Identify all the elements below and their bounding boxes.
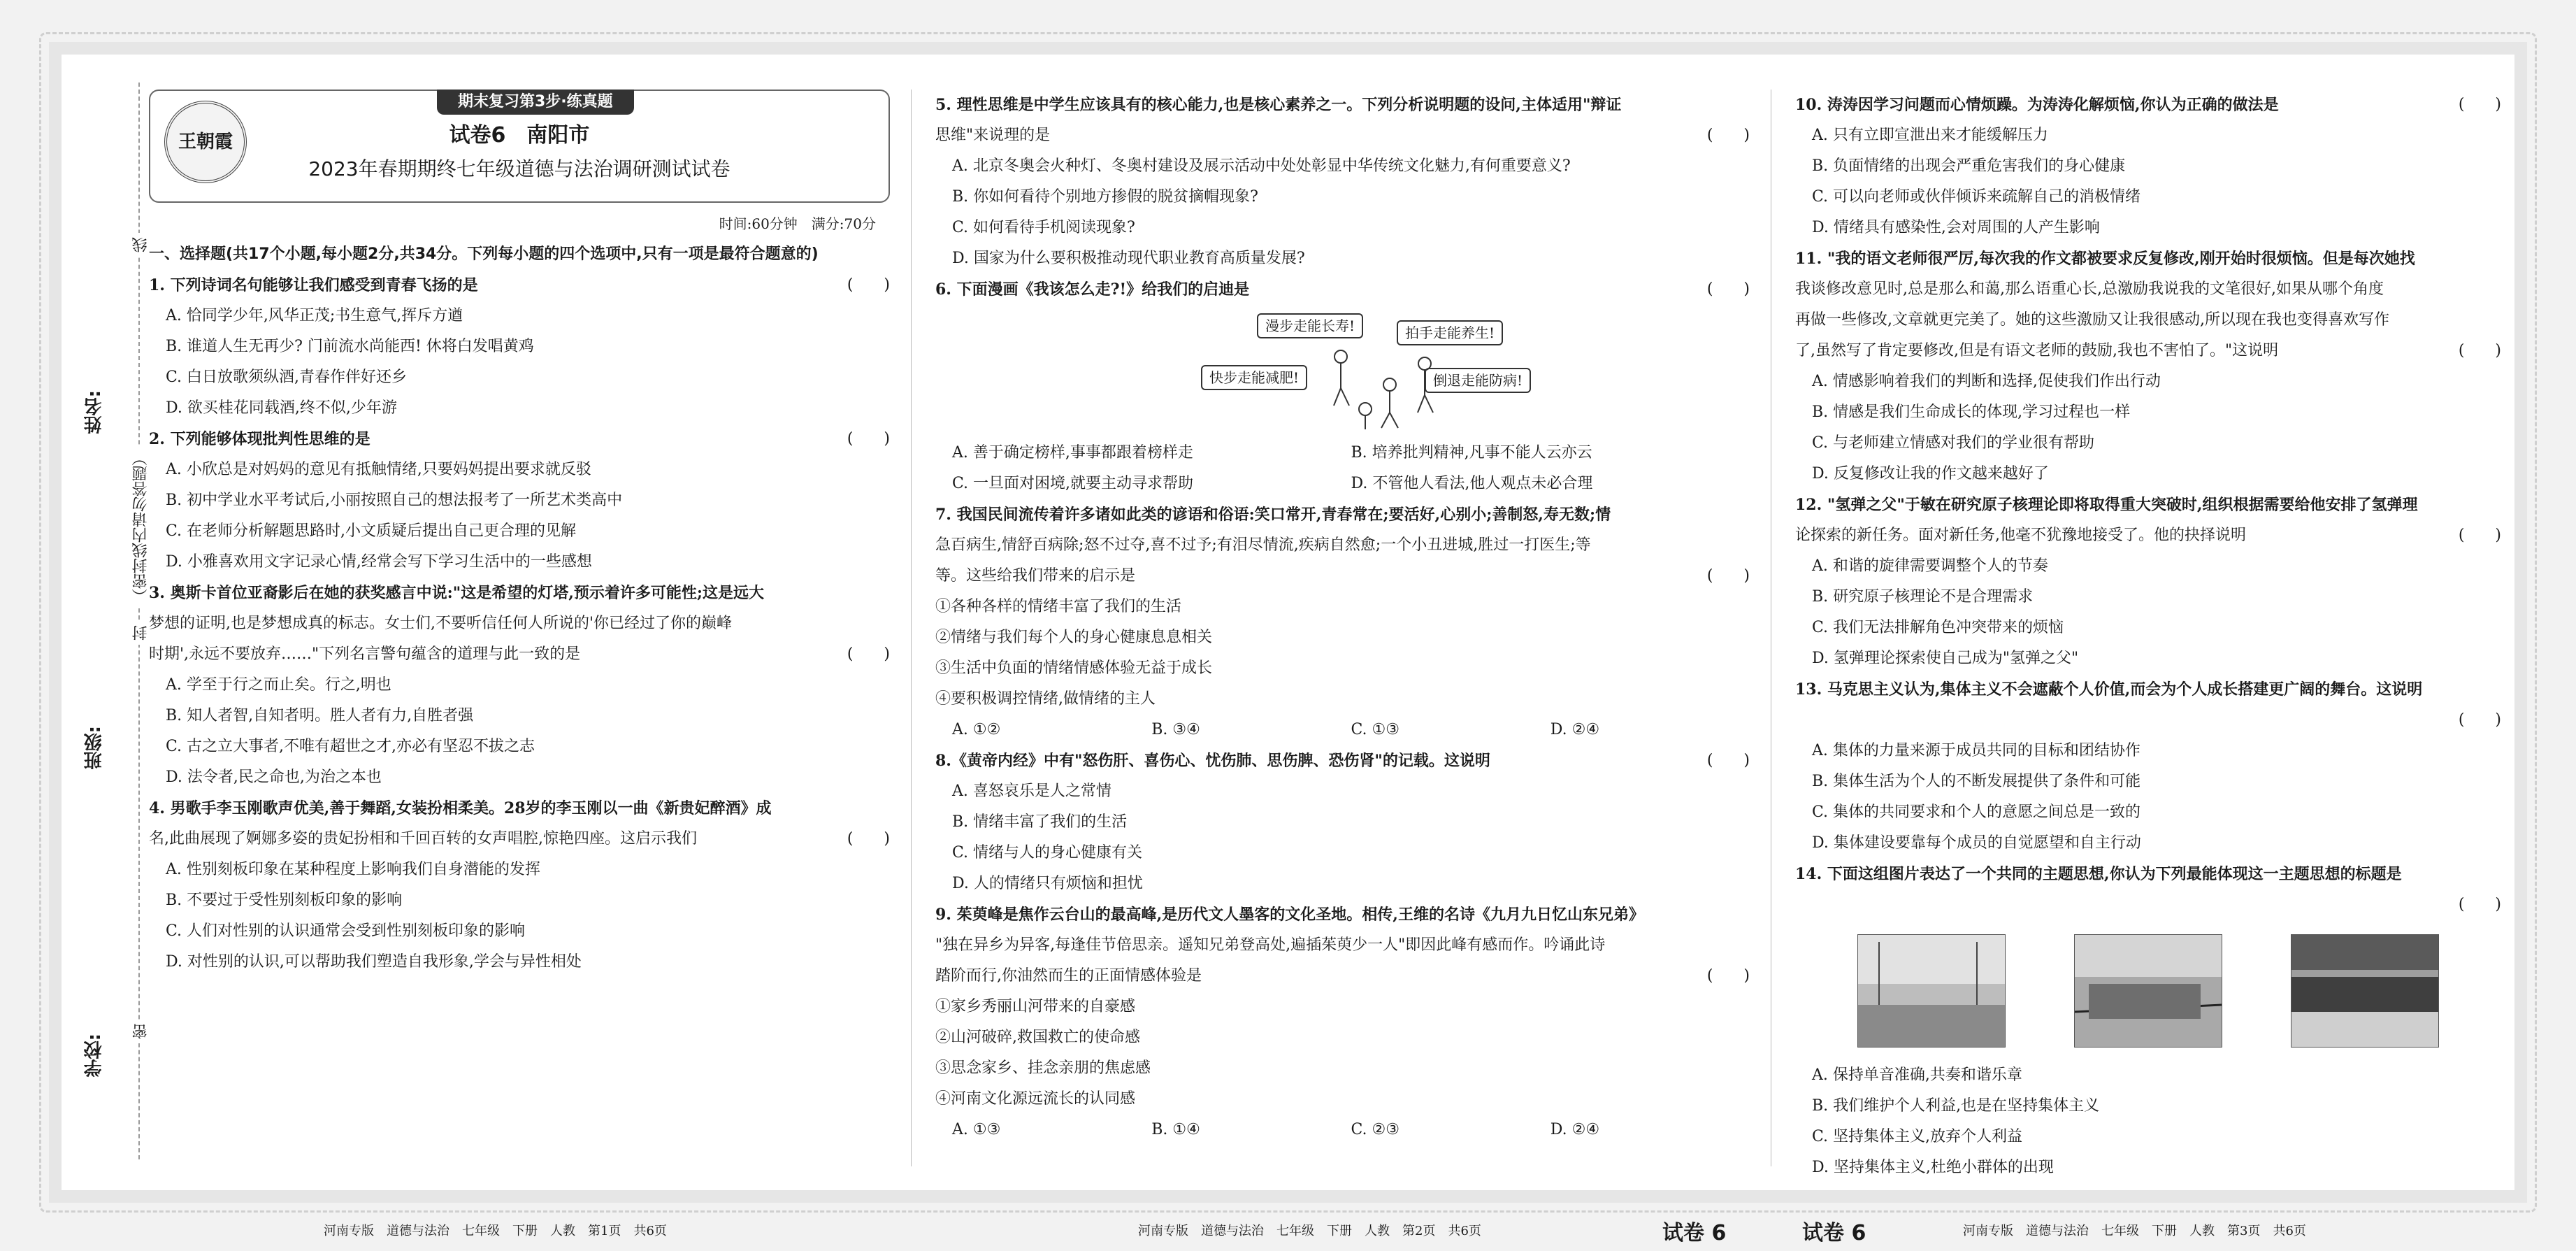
q2-stem: 2. 下列能够体现批判性思维的是 [149,430,370,448]
q9-line1: 9. 茱萸峰是焦作云台山的最高峰,是历代文人墨客的文化圣地。相传,王维的名诗《九月九日忆山东兄弟》 [935,906,1644,924]
bubble-backward-walk: 倒退走能防病! [1425,368,1531,393]
q4-option-d: D. 对性别的认识,可以帮助我们塑造自我形象,学会与异性相处 [166,953,582,971]
q5-line2: 思维"来说理的是 [935,127,1051,144]
cartoon-illustration [935,308,1750,434]
q14-option-a: A. 保持单音准确,共奏和谐乐章 [1812,1066,2022,1084]
q10-option-a: A. 只有立即宣泄出来才能缓解压力 [1812,127,2048,144]
answer-paren: ( ) [1706,752,1750,769]
q14-option-c: C. 坚持集体主义,放弃个人利益 [1812,1128,2023,1145]
answer-paren: ( ) [2458,711,2501,729]
q7-option-a: A. ①② [952,721,1001,738]
answer-paren: ( ) [1706,127,1750,144]
q14-line1: 14. 下面这组图片表达了一个共同的主题思想,你认为下列最能体现这一主题思想的标题是 [1795,865,2402,883]
question-11 [1795,243,2501,489]
q1-option-b: B. 谁道人生无再少? 门前流水尚能西! 休将白发唱黄鸡 [166,338,534,355]
answer-paren: ( ) [2458,96,2501,113]
name-label: 姓名: [84,390,105,434]
q2-option-c: C. 在老师分析解题思路时,小文质疑后提出自己更合理的见解 [166,522,577,540]
question-5 [935,90,1750,274]
q11-line3: 再做一些修改,文章就更完美了。她的这些激励又让我很感动,所以现在我也变得喜欢写作 [1795,311,2389,329]
q3-option-a: A. 学至于行之而止矣。行之,明也 [166,676,391,694]
q9-option-b: B. ①④ [1151,1121,1200,1138]
q14-option-b: B. 我们维护个人利益,也是在坚持集体主义 [1812,1097,2100,1115]
footer-page-3: 河南专版 道德与法治 七年级 下册 人教 第3页 共6页 [1963,1224,2306,1238]
answer-paren: ( ) [847,830,890,848]
photo-dragon-boat [2291,934,2439,1048]
q9-statement-4: ④河南文化源远流长的认同感 [935,1090,1136,1108]
q12-option-d: D. 氢弹理论探索使自己成为"氢弹之父" [1812,650,2079,667]
column-divider [911,90,912,1166]
bubble-clap-walk: 拍手走能养生! [1397,320,1503,345]
exam-sheet [49,42,2527,1245]
q3-option-b: B. 知人者智,自知者明。胜人者有力,自胜者强 [166,707,474,724]
q7-statement-2: ②情绪与我们每个人的身心健康息息相关 [935,629,1213,646]
question-9 [935,899,1750,1145]
q4-line1: 4. 男歌手李玉刚歌声优美,善于舞蹈,女装扮相柔美。28岁的李玉刚以一曲《新贵妃醉酒》成 [149,799,772,817]
q3-line2: 梦想的证明,也是梦想成真的标志。女士们,不要听信任何人所说的'你已经过了你的巅峰 [149,615,733,632]
q9-line3: 踏阶而行,你油然而生的正面情感体验是 [935,967,1202,985]
answer-paren: ( ) [1706,967,1750,985]
q2-option-b: B. 初中学业水平考试后,小丽按照自己的想法报考了一所艺术类高中 [166,492,623,509]
question-4 [149,793,890,978]
q11-line4: 了,虽然写了肯定要修改,但是有语文老师的鼓励,我也不害怕了。"这说明 [1795,342,2279,359]
q5-line1: 5. 理性思维是中学生应该具有的核心能力,也是核心素养之一。下列分析说明题的设问,主体适用"辩证 [935,96,1622,114]
q1-stem: 1. 下列诗词名句能够让我们感受到青春飞扬的是 [149,276,478,294]
q8-option-a: A. 喜怒哀乐是人之常情 [952,782,1111,800]
seal-note: （密封线内请勿答题） [130,446,152,608]
answer-paren: ( ) [1706,280,1750,298]
answer-paren: ( ) [2458,527,2501,544]
footer-page-2: 河南专版 道德与法治 七年级 下册 人教 第2页 共6页 [1138,1224,1481,1238]
exam-subtitle: 2023年春期期终七年级道德与法治调研测试试卷 [308,157,731,180]
photo-tug-of-war [2074,934,2222,1048]
q10-option-b: B. 负面情绪的出现会严重危害我们的身心健康 [1812,157,2126,175]
question-6 [935,274,1750,499]
q6-stem: 6. 下面漫画《我该怎么走?!》给我们的启迪是 [935,280,1250,299]
q2-option-d: D. 小雅喜欢用文字记录心情,经常会写下学习生活中的一些感想 [166,553,592,571]
answer-paren: ( ) [2458,342,2501,359]
q14-option-d: D. 坚持集体主义,杜绝小群体的出现 [1812,1159,2054,1176]
q7-statement-1: ①各种各样的情绪丰富了我们的生活 [935,598,1182,615]
q5-option-c: C. 如何看待手机阅读现象? [952,219,1135,236]
q6-option-c: C. 一旦面对困境,就要主动寻求帮助 [952,475,1194,492]
column-page-2 [935,90,1750,1145]
q11-option-a: A. 情感影响着我们的判断和选择,促使我们作出行动 [1812,373,2161,390]
question-14 [1795,859,2501,1183]
q6-option-a: A. 善于确定榜样,事事都跟着榜样走 [952,444,1193,462]
answer-paren: ( ) [847,645,890,663]
q4-option-a: A. 性别刻板印象在某种程度上影响我们自身潜能的发挥 [166,861,540,878]
q5-option-d: D. 国家为什么要积极推动现代职业教育高质量发展? [952,250,1305,267]
q8-option-b: B. 情绪丰富了我们的生活 [952,813,1128,831]
seal-word-line: 线 [130,233,152,257]
q11-option-d: D. 反复修改让我的作文越来越好了 [1812,465,2049,482]
column-page-3 [1795,90,2501,1183]
answer-paren: ( ) [1706,567,1750,585]
question-3 [149,578,890,793]
footer-page-1: 河南专版 道德与法治 七年级 下册 人教 第1页 共6页 [324,1224,667,1238]
answer-paren: ( ) [2458,896,2501,913]
q4-option-b: B. 不要过于受性别刻板印象的影响 [166,892,403,909]
q9-statement-3: ③思念家乡、挂念亲朋的焦虑感 [935,1059,1151,1077]
q7-option-b: B. ③④ [1151,721,1200,738]
question-12 [1795,489,2501,674]
answer-paren: ( ) [847,276,890,294]
q9-option-a: A. ①③ [952,1121,1001,1138]
q9-option-d: D. ②④ [1550,1121,1600,1138]
class-label: 班级: [84,726,105,770]
publisher-logo: 王朝霞 [164,101,247,183]
q11-option-b: B. 情感是我们生命成长的体现,学习过程也一样 [1812,403,2131,421]
bubble-slow-walk: 漫步走能长寿! [1257,313,1363,338]
q12-option-a: A. 和谐的旋律需要调整个人的节奏 [1812,557,2048,575]
column-page-1 [149,90,890,978]
answer-paren: ( ) [847,430,890,448]
walking-people-drawing [1313,336,1453,434]
q3-option-d: D. 法令者,民之命也,为治之本也 [166,769,382,786]
question-1 [149,270,890,424]
exam-header [149,90,890,203]
q3-line1: 3. 奥斯卡首位亚裔影后在她的获奖感言中说:"这是希望的灯塔,预示着许多可能性;这是远大 [149,584,764,602]
question-10 [1795,90,2501,243]
q9-option-c: C. ②③ [1351,1121,1399,1138]
q5-option-a: A. 北京冬奥会火种灯、冬奥村建设及展示活动中处处彰显中华传统文化魅力,有何重要意义? [952,157,1571,175]
q3-line3: 时期',永远不要放弃……"下列名言警句蕴含的道理与此一致的是 [149,645,581,663]
question-13 [1795,674,2501,859]
q13-line1: 13. 马克思主义认为,集体主义不会遮蔽个人价值,而会为个人成长搭建更广阔的舞台。这说明 [1795,680,2423,699]
q7-statement-4: ④要积极调控情绪,做情绪的主人 [935,690,1156,708]
q7-line3: 等。这些给我们带来的启示是 [935,567,1136,585]
q7-line2: 急百病生,情舒百病除;怒不过夺,喜不过予;有泪尽情流,疾病自然愈;一个小丑进城,胜过一打医生;等 [935,536,1591,554]
school-label: 学校: [84,1034,105,1078]
q13-option-c: C. 集体的共同要求和个人的意愿之间总是一致的 [1812,803,2141,821]
q13-option-a: A. 集体的力量来源于成员共同的目标和团结协作 [1812,742,2140,759]
q11-line2: 我谈修改意见时,总是那么和蔼,那么语重心长,总激励我说我的文笔很好,如果从哪个角度 [1795,280,2384,298]
question-2 [149,424,890,578]
q10-stem: 10. 涛涛因学习问题而心情烦躁。为涛涛化解烦恼,你认为正确的做法是 [1795,96,2279,114]
question-8 [935,745,1750,899]
q7-line1: 7. 我国民间流传着许多诸如此类的谚语和俗语:笑口常开,青春常在;要活好,心别小;善制怒,寿无数;情 [935,506,1611,524]
q7-statement-3: ③生活中负面的情绪情感体验无益于成长 [935,659,1213,677]
q12-line1: 12. "氢弹之父"于敏在研究原子核理论即将取得重大突破时,组织根据需要给他安排了氢弹理 [1795,496,2418,514]
seal-word-seal: 封 [130,621,152,645]
paper-number-right: 试卷 6 [1802,1221,1866,1245]
q12-line2: 论探索的新任务。面对新任务,他毫不犹豫地接受了。他的抉择说明 [1795,527,2246,544]
q6-option-b: B. 培养批判精神,凡事不能人云亦云 [1351,444,1592,462]
q1-option-c: C. 白日放歌须纵酒,青春作伴好还乡 [166,369,408,386]
photo-crowd-event [1857,934,2006,1048]
q13-option-d: D. 集体建设要靠每个成员的自觉愿望和自主行动 [1812,834,2141,852]
q13-option-b: B. 集体生活为个人的不断发展提供了条件和可能 [1812,773,2141,790]
q12-option-c: C. 我们无法排解角色冲突带来的烦恼 [1812,619,2064,636]
q3-option-c: C. 古之立大事者,不唯有超世之才,亦必有坚忍不拔之志 [166,738,535,755]
q6-option-d: D. 不管他人看法,他人观点未必合理 [1351,475,1593,492]
q7-option-c: C. ①③ [1351,721,1399,738]
q10-option-d: D. 情绪具有感染性,会对周围的人产生影响 [1812,219,2100,236]
q8-stem: 8.《黄帝内经》中有"怒伤肝、喜伤心、忧伤肺、思伤脾、恐伤肾"的记载。这说明 [935,752,1490,770]
q10-option-c: C. 可以向老师或伙伴倾诉来疏解自己的消极情绪 [1812,188,2141,206]
bubble-fast-walk: 快步走能减肥! [1201,365,1307,390]
exam-title: 试卷6 南阳市 [449,123,590,148]
q4-line2: 名,此曲展现了婀娜多姿的贵妃扮相和千回百转的女声唱腔,惊艳四座。这启示我们 [149,830,697,848]
q9-line2: "独在异乡为异客,每逢佳节倍思亲。遥知兄弟登高处,遍插茱萸少一人"即因此峰有感而作。吟诵此诗 [935,936,1606,954]
section-heading: 一、选择题(共17个小题,每小题2分,共34分。下列每小题的四个选项中,只有一项是最符合题意的) [149,245,819,263]
q5-option-b: B. 你如何看待个别地方掺假的脱贫摘帽现象? [952,188,1258,206]
q11-option-c: C. 与老师建立情感对我们的学业很有帮助 [1812,434,2095,452]
q9-statement-1: ①家乡秀丽山河带来的自豪感 [935,998,1136,1015]
review-ribbon: 期末复习第3步·练真题 [437,90,634,115]
q9-statement-2: ②山河破碎,救国救亡的使命感 [935,1029,1140,1046]
q2-option-a: A. 小欣总是对妈妈的意见有抵触情绪,只要妈妈提出要求就反驳 [166,461,591,478]
time-info: 时间:60分钟 满分:70分 [719,215,876,232]
q7-option-d: D. ②④ [1550,721,1600,738]
q8-option-c: C. 情绪与人的身心健康有关 [952,844,1143,862]
seal-word-secret: 密 [130,1020,152,1043]
q1-option-a: A. 恰同学少年,风华正茂;书生意气,挥斥方遒 [166,307,463,324]
q11-line1: 11. "我的语文老师很严厉,每次我的作文都被要求反复修改,刚开始时很烦恼。但是每次她找 [1795,250,2415,268]
paper-number-left: 试卷 6 [1662,1221,1727,1245]
q8-option-d: D. 人的情绪只有烦恼和担忧 [952,875,1143,892]
q1-option-d: D. 欲买桂花同载酒,终不似,少年游 [166,399,397,417]
q12-option-b: B. 研究原子核理论不是合理需求 [1812,588,2034,606]
question-7 [935,499,1750,745]
q4-option-c: C. 人们对性别的认识通常会受到性别刻板印象的影响 [166,922,526,940]
photo-group [1795,920,2501,1060]
